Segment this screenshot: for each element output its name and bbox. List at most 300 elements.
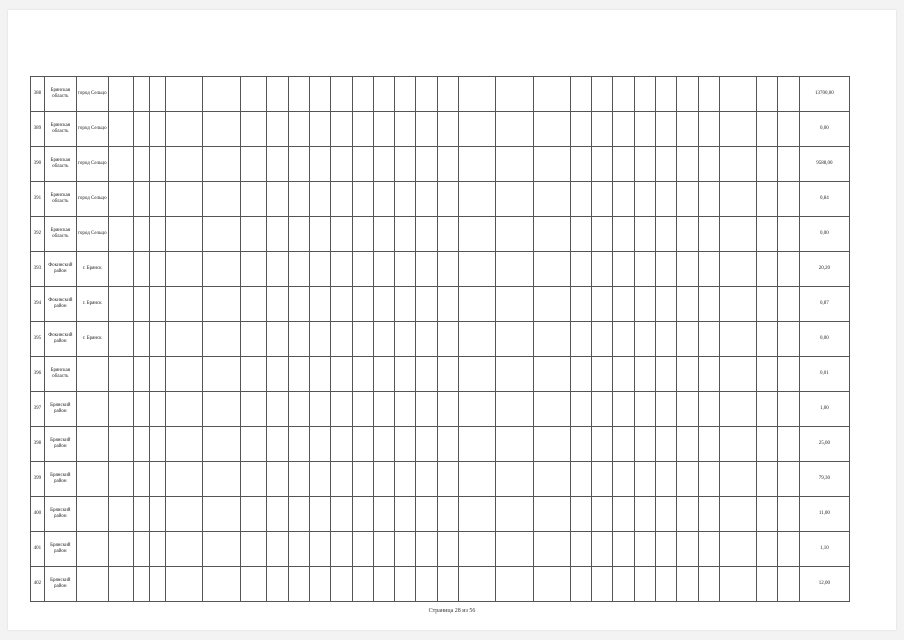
table-cell: [373, 182, 394, 217]
table-cell: [416, 322, 437, 357]
table-cell: [331, 77, 352, 112]
table-cell: [459, 112, 496, 147]
table-cell: [698, 427, 719, 462]
table-cell: [719, 357, 756, 392]
table-cell: [373, 567, 394, 602]
table-cell: [778, 147, 799, 182]
table-cell: [267, 182, 288, 217]
table-cell: [134, 357, 150, 392]
table-cell: [203, 217, 240, 252]
table-cell: [656, 287, 677, 322]
table-cell: [416, 287, 437, 322]
table-cell: [203, 392, 240, 427]
table-cell: [533, 287, 570, 322]
table-cell: [76, 462, 108, 497]
table-cell: [203, 567, 240, 602]
table-cell: [395, 357, 416, 392]
table-cell: [203, 252, 240, 287]
table-cell: [108, 252, 134, 287]
table-cell: [203, 182, 240, 217]
table-cell: [150, 497, 166, 532]
table-cell: [373, 112, 394, 147]
table-cell: [76, 392, 108, 427]
table-cell: [76, 357, 108, 392]
table-cell: [352, 287, 373, 322]
table-cell: [757, 147, 778, 182]
table-cell: [150, 147, 166, 182]
table-cell: [150, 182, 166, 217]
table-cell: [134, 322, 150, 357]
table-cell: [108, 77, 134, 112]
table-cell: [677, 567, 698, 602]
table-cell: [757, 252, 778, 287]
table-cell: [496, 217, 533, 252]
table-cell: [719, 112, 756, 147]
table-cell: [677, 357, 698, 392]
table-cell: [416, 392, 437, 427]
table-cell: [778, 217, 799, 252]
table-cell: [592, 392, 613, 427]
table-cell: [570, 497, 591, 532]
table-cell: [267, 497, 288, 532]
table-cell: [533, 357, 570, 392]
table-cell: [459, 322, 496, 357]
table-cell: [416, 567, 437, 602]
table-cell: 402: [31, 567, 45, 602]
table-cell: [677, 462, 698, 497]
table-cell: 394: [31, 287, 45, 322]
table-cell: [352, 77, 373, 112]
table-cell: [496, 427, 533, 462]
table-cell: [288, 252, 309, 287]
table-cell: [570, 112, 591, 147]
table-cell: [778, 252, 799, 287]
table-cell: [352, 182, 373, 217]
table-cell: [757, 427, 778, 462]
table-cell: [150, 357, 166, 392]
table-cell: [496, 147, 533, 182]
table-cell: [778, 497, 799, 532]
table-cell: [437, 497, 458, 532]
table-cell: [373, 497, 394, 532]
table-cell: [533, 567, 570, 602]
table-row: [31, 252, 850, 287]
table-cell: [203, 147, 240, 182]
table-row: [31, 182, 850, 217]
table-cell: [677, 322, 698, 357]
table-cell: [166, 77, 203, 112]
table-cell: [459, 182, 496, 217]
table-cell: [352, 147, 373, 182]
table-cell: г. Брянск: [76, 252, 108, 287]
table-cell: [267, 147, 288, 182]
table-cell: [778, 392, 799, 427]
table-cell: [437, 147, 458, 182]
table-cell: [395, 287, 416, 322]
table-cell: [613, 182, 634, 217]
table-cell: [288, 217, 309, 252]
table-cell: [203, 357, 240, 392]
table-cell: [267, 357, 288, 392]
table-cell: [240, 112, 267, 147]
table-cell: [395, 217, 416, 252]
table-cell: [570, 427, 591, 462]
table-cell: [309, 77, 330, 112]
table-cell: [613, 252, 634, 287]
table-cell: [240, 427, 267, 462]
table-cell: [108, 147, 134, 182]
table-row: [31, 532, 850, 567]
table-cell: [309, 462, 330, 497]
table-cell: [496, 532, 533, 567]
table-cell: [592, 182, 613, 217]
table-cell: [288, 77, 309, 112]
table-cell: [373, 147, 394, 182]
table-cell: [134, 252, 150, 287]
table-cell: [373, 287, 394, 322]
table-cell: [309, 497, 330, 532]
table-cell: [395, 112, 416, 147]
table-cell: 12,00: [799, 567, 849, 602]
table-cell: [592, 357, 613, 392]
table-cell: [437, 532, 458, 567]
table-cell: [331, 532, 352, 567]
table-cell: [203, 497, 240, 532]
table-cell: [533, 182, 570, 217]
table-cell: [150, 462, 166, 497]
table-cell: [656, 252, 677, 287]
table-cell: [634, 462, 655, 497]
table-cell: [592, 532, 613, 567]
table-cell: [533, 77, 570, 112]
table-cell: [288, 182, 309, 217]
table-row: [31, 287, 850, 322]
table-cell: [309, 147, 330, 182]
table-cell: [150, 287, 166, 322]
table-cell: [613, 392, 634, 427]
table-cell: [240, 77, 267, 112]
page-footer: [8, 608, 896, 614]
table-cell: [240, 532, 267, 567]
table-cell: [373, 392, 394, 427]
table-cell: [496, 392, 533, 427]
table-cell: [373, 322, 394, 357]
table-cell: [570, 77, 591, 112]
table-cell: [437, 217, 458, 252]
table-cell: [613, 217, 634, 252]
table-cell: Брянская область: [44, 77, 76, 112]
table-row: [31, 357, 850, 392]
table-cell: [757, 287, 778, 322]
table-row: [31, 112, 850, 147]
table-cell: [592, 322, 613, 357]
table-cell: [496, 182, 533, 217]
table-cell: [592, 497, 613, 532]
table-cell: [331, 287, 352, 322]
table-cell: [778, 112, 799, 147]
table-cell: [352, 427, 373, 462]
table-cell: [592, 112, 613, 147]
table-cell: [203, 287, 240, 322]
table-cell: [677, 77, 698, 112]
table-cell: [203, 77, 240, 112]
table-cell: [437, 112, 458, 147]
table-cell: [719, 462, 756, 497]
table-cell: [240, 357, 267, 392]
table-cell: [416, 112, 437, 147]
table-cell: [677, 252, 698, 287]
table-cell: [533, 462, 570, 497]
table-cell: г. Брянск: [76, 322, 108, 357]
table-cell: [309, 567, 330, 602]
table-cell: 392: [31, 217, 45, 252]
table-cell: [108, 427, 134, 462]
table-cell: [416, 147, 437, 182]
table-cell: 20,20: [799, 252, 849, 287]
page-number-label: Страница 28 из 56: [428, 608, 476, 614]
table-cell: [267, 287, 288, 322]
table-cell: [496, 567, 533, 602]
table-cell: [634, 112, 655, 147]
table-cell: 1,10: [799, 532, 849, 567]
table-cell: [108, 322, 134, 357]
table-cell: 0,00: [799, 217, 849, 252]
table-cell: Брянский район: [44, 567, 76, 602]
table-cell: [108, 217, 134, 252]
table-cell: [698, 287, 719, 322]
table-cell: Фокинский район: [44, 322, 76, 357]
table-cell: Брянский район: [44, 532, 76, 567]
table-cell: [134, 217, 150, 252]
table-cell: [677, 287, 698, 322]
table-cell: [778, 322, 799, 357]
table-cell: [108, 112, 134, 147]
table-cell: [698, 112, 719, 147]
table-cell: [203, 322, 240, 357]
table-cell: [613, 462, 634, 497]
table-cell: [570, 532, 591, 567]
table-cell: [496, 322, 533, 357]
table-cell: [331, 392, 352, 427]
table-cell: [634, 217, 655, 252]
table-cell: 0,00: [799, 112, 849, 147]
table-cell: [570, 392, 591, 427]
table-cell: город Сельцо: [76, 217, 108, 252]
table-cell: [459, 567, 496, 602]
table-cell: [76, 497, 108, 532]
table-cell: [634, 392, 655, 427]
table-cell: [288, 322, 309, 357]
table-cell: [757, 322, 778, 357]
table-cell: [592, 462, 613, 497]
table-cell: [656, 392, 677, 427]
table-cell: [240, 392, 267, 427]
table-cell: 79,30: [799, 462, 849, 497]
table-cell: [288, 532, 309, 567]
table-cell: [719, 427, 756, 462]
table-cell: г. Брянск: [76, 287, 108, 322]
table-cell: [677, 217, 698, 252]
table-cell: [698, 462, 719, 497]
table-cell: [352, 357, 373, 392]
table-cell: [778, 357, 799, 392]
table-cell: [267, 252, 288, 287]
table-cell: [757, 462, 778, 497]
table-cell: [416, 427, 437, 462]
table-cell: [719, 147, 756, 182]
table-cell: [395, 462, 416, 497]
table-cell: 388: [31, 77, 45, 112]
table-cell: [267, 462, 288, 497]
table-cell: [352, 567, 373, 602]
table-cell: [698, 497, 719, 532]
table-cell: [677, 147, 698, 182]
table-cell: [166, 112, 203, 147]
table-cell: [150, 252, 166, 287]
table-row: [31, 392, 850, 427]
table-cell: [778, 567, 799, 602]
table-cell: [240, 182, 267, 217]
table-cell: [778, 77, 799, 112]
table-cell: [592, 77, 613, 112]
table-cell: [395, 392, 416, 427]
table-cell: [150, 427, 166, 462]
table-cell: [331, 322, 352, 357]
table-cell: [656, 217, 677, 252]
table-cell: [677, 497, 698, 532]
table-cell: [437, 287, 458, 322]
table-cell: 0,84: [799, 182, 849, 217]
table-cell: [459, 497, 496, 532]
table-cell: [395, 532, 416, 567]
table-cell: [240, 567, 267, 602]
table-cell: [395, 147, 416, 182]
document-page: [8, 10, 896, 630]
table-cell: [634, 77, 655, 112]
table-cell: [533, 217, 570, 252]
table-cell: [134, 427, 150, 462]
table-cell: [656, 532, 677, 567]
table-cell: [719, 252, 756, 287]
table-row: [31, 567, 850, 602]
table-cell: [634, 252, 655, 287]
table-cell: [373, 462, 394, 497]
table-cell: [134, 497, 150, 532]
table-cell: 0,00: [799, 322, 849, 357]
table-cell: [352, 462, 373, 497]
table-cell: [134, 462, 150, 497]
table-cell: [240, 287, 267, 322]
table-cell: [240, 147, 267, 182]
table-cell: [331, 462, 352, 497]
table-cell: [352, 532, 373, 567]
table-cell: Брянская область: [44, 182, 76, 217]
table-cell: [108, 497, 134, 532]
table-cell: [719, 567, 756, 602]
table-cell: [570, 357, 591, 392]
table-cell: [416, 462, 437, 497]
table-cell: [309, 532, 330, 567]
table-cell: [656, 357, 677, 392]
table-cell: [203, 532, 240, 567]
table-cell: [778, 287, 799, 322]
table-cell: [395, 427, 416, 462]
table-cell: [166, 462, 203, 497]
table-cell: [331, 357, 352, 392]
table-cell: [150, 392, 166, 427]
table-cell: [677, 532, 698, 567]
table-cell: [613, 532, 634, 567]
table-cell: [437, 322, 458, 357]
table-cell: Брянская область: [44, 357, 76, 392]
table-cell: [166, 287, 203, 322]
table-cell: [719, 182, 756, 217]
table-cell: [166, 252, 203, 287]
table-cell: [698, 532, 719, 567]
table-cell: [757, 392, 778, 427]
table-cell: [288, 392, 309, 427]
table-cell: [496, 77, 533, 112]
table-cell: [698, 567, 719, 602]
table-cell: [134, 392, 150, 427]
table-cell: [757, 357, 778, 392]
table-cell: [719, 532, 756, 567]
table-cell: [757, 532, 778, 567]
table-cell: [373, 532, 394, 567]
table-cell: [288, 112, 309, 147]
table-cell: [373, 252, 394, 287]
table-cell: [416, 217, 437, 252]
table-cell: [416, 357, 437, 392]
table-cell: [373, 357, 394, 392]
table-cell: [656, 77, 677, 112]
table-cell: [698, 322, 719, 357]
table-cell: [288, 427, 309, 462]
table-cell: [240, 217, 267, 252]
table-cell: [533, 392, 570, 427]
table-cell: [166, 567, 203, 602]
table-cell: 11,00: [799, 497, 849, 532]
table-cell: [459, 392, 496, 427]
table-cell: [166, 217, 203, 252]
table-cell: [309, 182, 330, 217]
table-cell: [570, 462, 591, 497]
table-cell: Брянский район: [44, 462, 76, 497]
table-cell: [134, 532, 150, 567]
table-cell: [533, 252, 570, 287]
table-cell: [309, 252, 330, 287]
table-cell: Брянская область: [44, 147, 76, 182]
table-cell: [533, 112, 570, 147]
table-cell: [533, 427, 570, 462]
table-cell: [437, 567, 458, 602]
table-cell: [352, 392, 373, 427]
table-cell: [108, 462, 134, 497]
table-cell: [373, 77, 394, 112]
table-cell: [698, 147, 719, 182]
table-cell: [698, 217, 719, 252]
table-cell: [267, 112, 288, 147]
table-cell: [352, 322, 373, 357]
table-cell: 1,00: [799, 392, 849, 427]
table-cell: [416, 497, 437, 532]
table-cell: [288, 357, 309, 392]
table-cell: [634, 567, 655, 602]
table-cell: город Сельцо: [76, 147, 108, 182]
table-cell: [459, 462, 496, 497]
table-cell: [240, 252, 267, 287]
table-cell: [778, 462, 799, 497]
